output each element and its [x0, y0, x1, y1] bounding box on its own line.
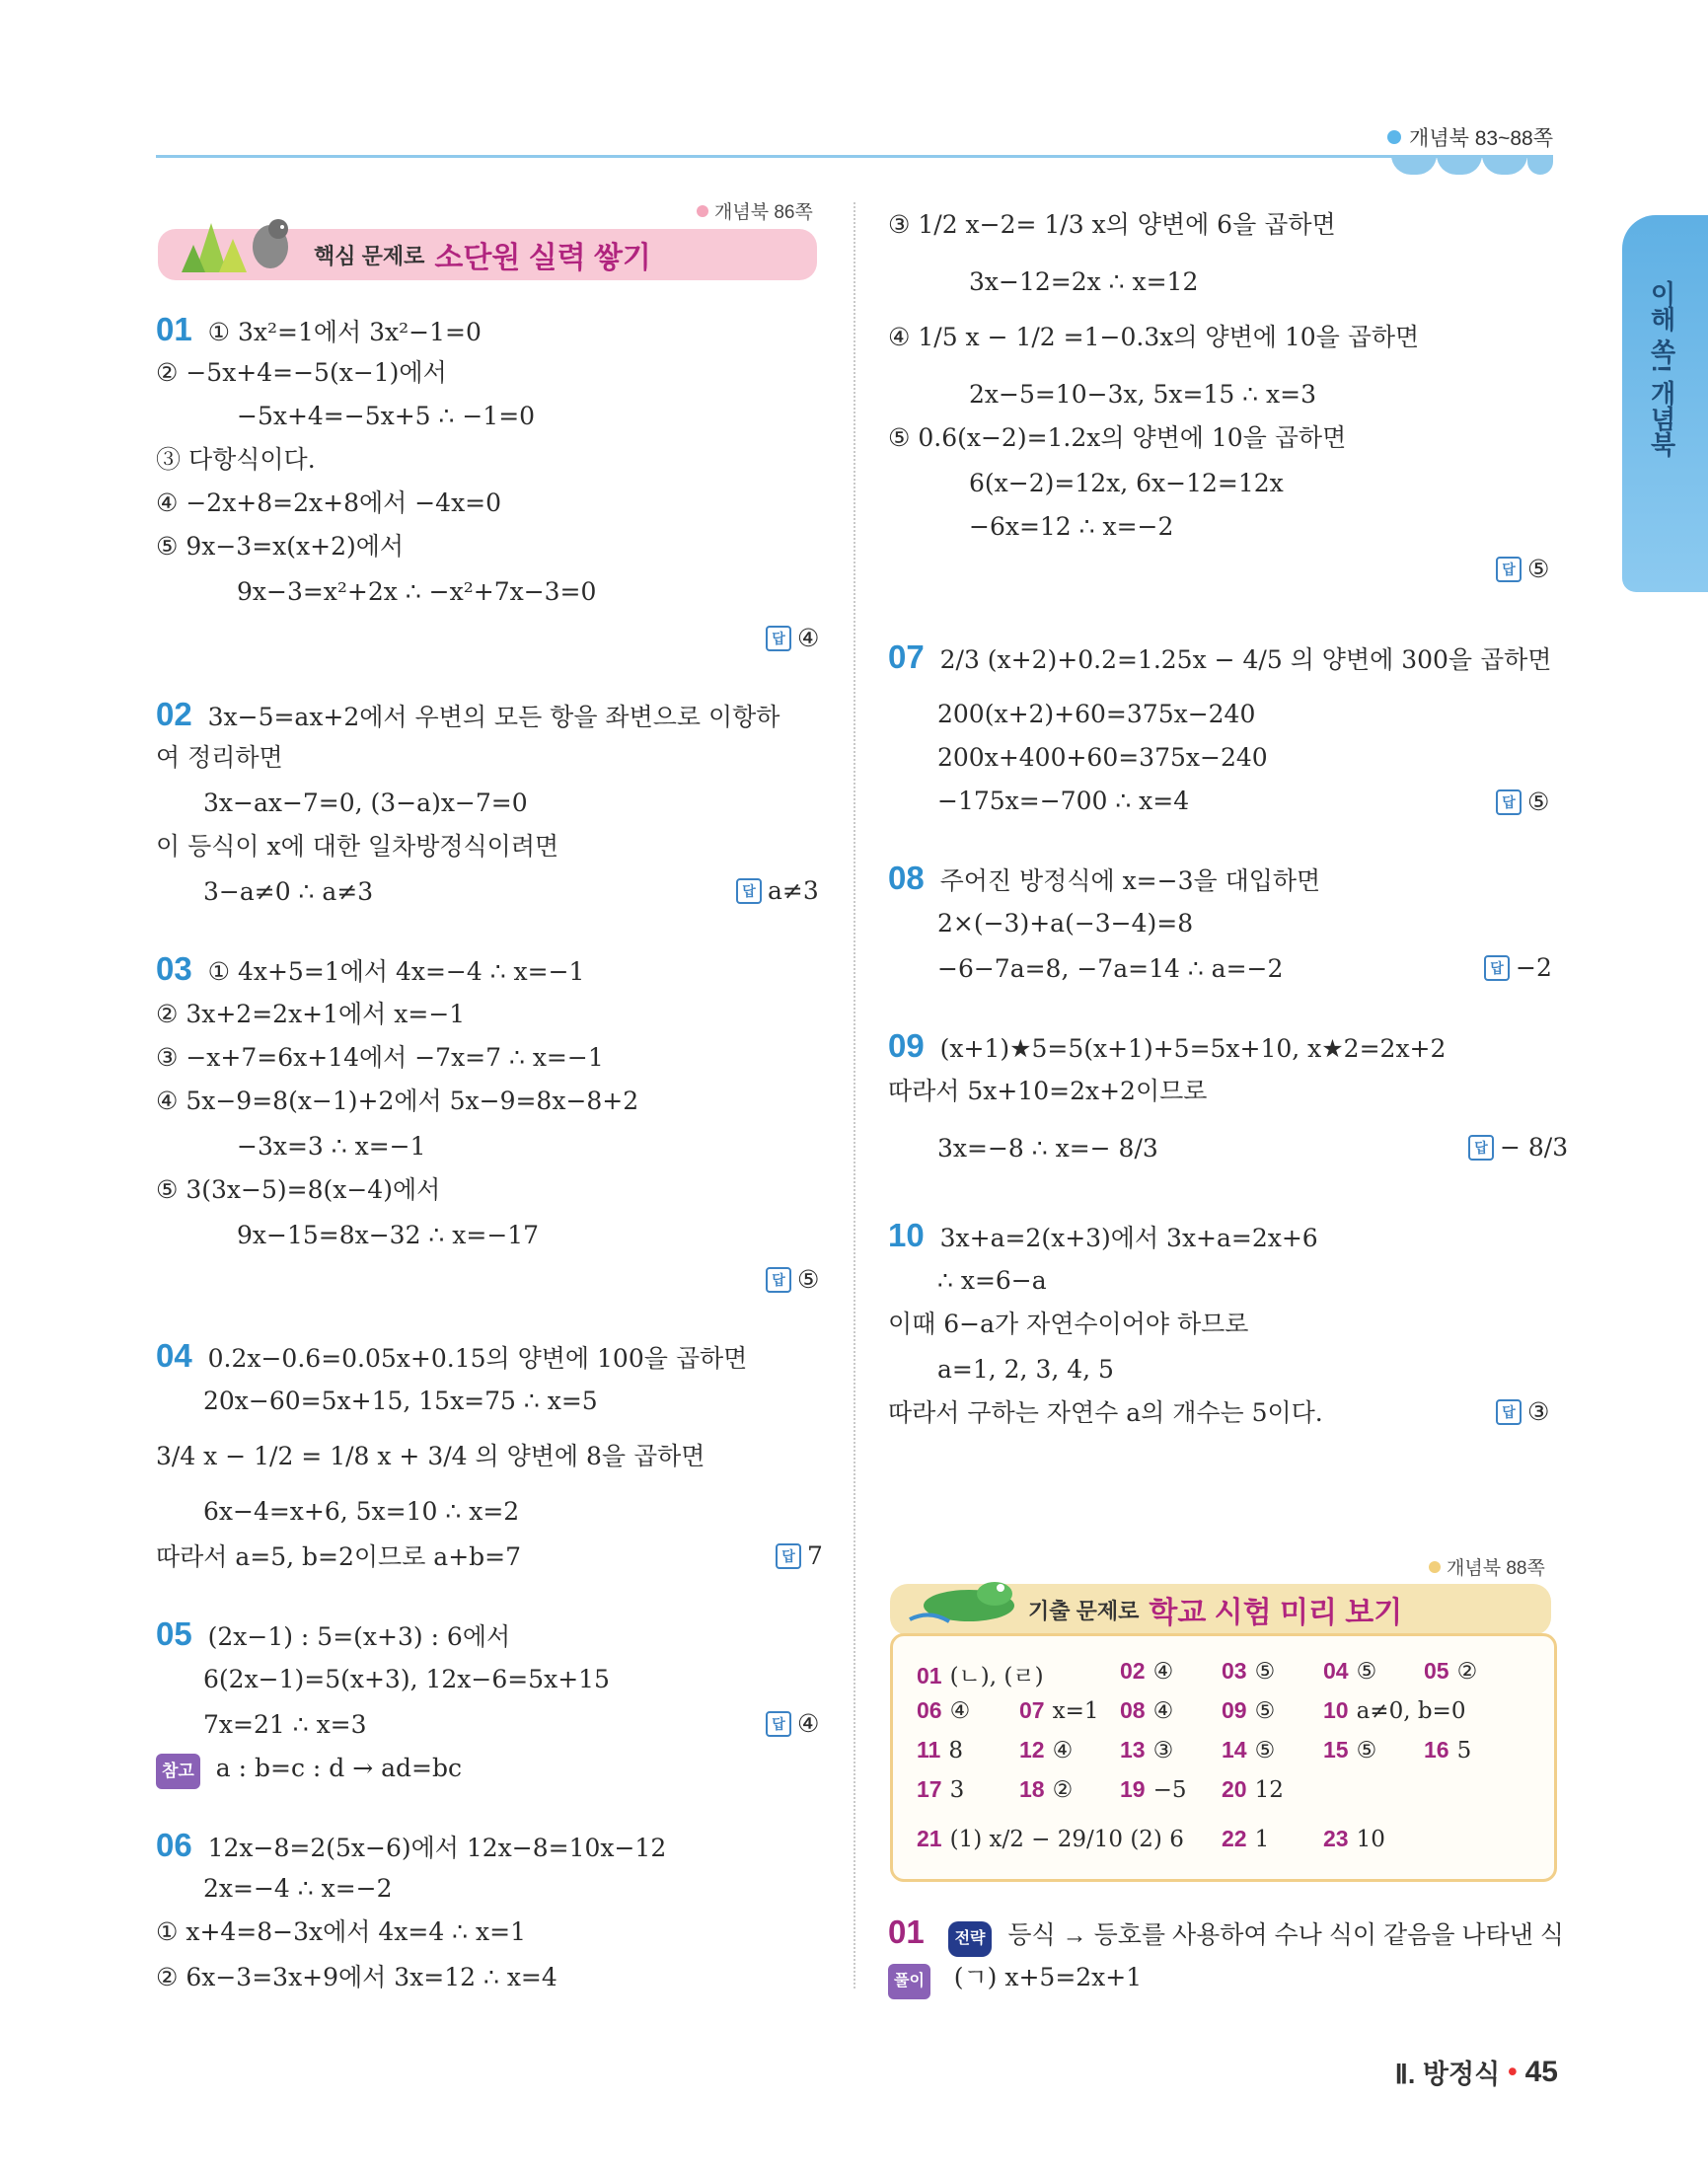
grid-answer: ② [1456, 1659, 1478, 1685]
concept-book-reference [1387, 122, 1553, 152]
grid-answer: ④ [1152, 1698, 1174, 1724]
grid-answer: ④ [1152, 1659, 1174, 1685]
problem-number: 06 [156, 1827, 192, 1863]
section1-ref-text: 개념북 86쪽 [714, 202, 813, 223]
grid-answer: 5 [1456, 1738, 1472, 1763]
answer-icon: 답 [766, 1267, 791, 1293]
problem-line [156, 1615, 511, 1653]
line-text: ④ 5x−9=8(x−1)+2에서 5x−9=8x−8+2 [156, 1087, 639, 1115]
answer-value: 7 [807, 1541, 823, 1570]
answer-icon: 답 [1496, 1399, 1522, 1425]
line-text: ③ 다항식이다. [156, 445, 316, 474]
grid-item [1222, 1658, 1275, 1685]
line-text: ② 6x−3=3x+9에서 3x=12 ∴ x=4 [156, 1963, 557, 1991]
answer-value: a≠3 [768, 876, 819, 905]
answer [766, 1709, 819, 1738]
line-text: 2×(−3)+a(−3−4)=8 [937, 909, 1194, 938]
line-text: ② 3x+2=2x+1에서 x=−1 [156, 1000, 466, 1028]
grid-number: 11 [917, 1737, 941, 1763]
problem-number: 09 [888, 1027, 925, 1064]
line-text: 3x=−8 ∴ x=− 8/3 [937, 1134, 1158, 1163]
grid-item [1120, 1658, 1173, 1685]
problem-line [888, 1913, 1564, 1957]
grid-item [1019, 1737, 1073, 1763]
line-text: ⑤ 3(3x−5)=8(x−4)에서 [156, 1175, 441, 1204]
line-text: −3x=3 ∴ x=−1 [237, 1132, 426, 1161]
problem-line [888, 860, 1321, 897]
grid-number: 01 [917, 1663, 942, 1688]
grid-number: 20 [1222, 1776, 1247, 1802]
grid-number: 18 [1019, 1776, 1045, 1802]
line-text: 3x−12=2x ∴ x=12 [969, 267, 1199, 296]
grid-answer: −5 [1152, 1777, 1187, 1803]
problem-line [156, 311, 482, 348]
strategy-text: 등식 → 등호를 사용하여 수나 식이 같음을 나타낸 식 [1007, 1921, 1564, 1949]
line-text: −6−7a=8, −7a=14 ∴ a=−2 [937, 954, 1284, 983]
line-text: 이때 6−a가 자연수이어야 하므로 [888, 1310, 1249, 1338]
chapter-title: Ⅱ. 방정식 [1394, 2060, 1501, 2089]
grid-item [1424, 1658, 1477, 1685]
line-text: −5x+4=−5x+5 ∴ −1=0 [237, 402, 536, 430]
bullet-dot-icon [697, 205, 708, 217]
bullet-dot-icon [1387, 130, 1401, 144]
grid-answer: (1) x/2 − 29/10 (2) 6 [949, 1827, 1184, 1852]
grid-item [917, 1658, 1044, 1690]
bullet-dot-icon [1429, 1561, 1441, 1573]
grid-number: 04 [1323, 1658, 1349, 1684]
grid-item [1323, 1826, 1385, 1852]
answer [766, 1265, 819, 1294]
line-text: −6x=12 ∴ x=−2 [969, 512, 1174, 541]
section1-banner-title: 소단원 실력 쌓기 [434, 242, 651, 274]
line-text: 주어진 방정식에 x=−3을 대입하면 [939, 866, 1321, 895]
problem-line [156, 696, 780, 733]
grid-number: 15 [1323, 1737, 1349, 1763]
line-text: ④ −2x+8=2x+8에서 −4x=0 [156, 488, 502, 517]
line-text: ⑤ 0.6(x−2)=1.2x의 양변에 10을 곱하면 [888, 423, 1347, 452]
header-scallop [1482, 155, 1527, 175]
line-text: ∴ x=6−a [937, 1266, 1047, 1295]
grid-item [1222, 1826, 1269, 1852]
grid-number: 03 [1222, 1658, 1247, 1684]
grid-number: 10 [1323, 1697, 1349, 1723]
grid-number: 13 [1120, 1737, 1146, 1763]
grid-number: 02 [1120, 1658, 1146, 1684]
solution-line [888, 1962, 1142, 1999]
grid-item [1120, 1697, 1173, 1724]
grid-item [1120, 1776, 1187, 1803]
line-text: 따라서 5x+10=2x+2이므로 [888, 1077, 1208, 1105]
section1-banner [158, 229, 817, 280]
grid-item [1019, 1776, 1073, 1803]
answer-value: ④ [797, 1709, 820, 1738]
line-text: 따라서 구하는 자연수 a의 개수는 5이다. [888, 1398, 1323, 1427]
problem-number: 01 [888, 1913, 925, 1950]
grid-item [1222, 1737, 1275, 1763]
column-divider [854, 202, 855, 1988]
grid-number: 05 [1424, 1658, 1449, 1684]
grid-answer: 3 [949, 1777, 965, 1803]
answer-icon: 답 [1484, 955, 1510, 981]
line-text: ④ 1/5 x − 1/2 =1−0.3x의 양변에 10을 곱하면 [888, 323, 1420, 351]
line-text: 따라서 a=5, b=2이므로 a+b=7 [156, 1542, 522, 1571]
solution-badge: 풀이 [888, 1964, 930, 1999]
grid-number: 21 [917, 1826, 942, 1851]
grid-answer: ② [1052, 1777, 1074, 1803]
problem-number: 02 [156, 696, 192, 732]
section1-banner-small: 핵심 문제로 [314, 243, 425, 268]
problem-line [888, 638, 1552, 676]
answer-grid [890, 1633, 1557, 1882]
answer [1468, 1133, 1568, 1162]
problem-line [156, 1337, 748, 1375]
answer [1496, 788, 1549, 816]
line-text: a=1, 2, 3, 4, 5 [937, 1355, 1114, 1384]
answer [1496, 555, 1549, 583]
problem-number: 01 [156, 311, 192, 347]
grid-number: 07 [1019, 1697, 1045, 1723]
grid-number: 17 [917, 1776, 942, 1802]
line-text: 여 정리하면 [156, 743, 283, 772]
grid-answer: 10 [1356, 1827, 1385, 1852]
line-text: 0.2x−0.6=0.05x+0.15의 양변에 100을 곱하면 [207, 1344, 748, 1373]
grid-answer: ⑤ [1356, 1738, 1377, 1763]
grid-item [1323, 1737, 1376, 1763]
trees-bird-icon [176, 205, 314, 274]
line-text: (x+1)★5=5(x+1)+5=5x+10, x★2=2x+2 [939, 1034, 1447, 1063]
problem-number: 03 [156, 950, 192, 987]
grid-number: 23 [1323, 1826, 1349, 1851]
footer-separator: • [1508, 2057, 1518, 2086]
grid-item [917, 1776, 964, 1803]
line-text: ① x+4=8−3x에서 4x=4 ∴ x=1 [156, 1917, 526, 1946]
grid-number: 06 [917, 1697, 942, 1723]
grid-answer: ④ [949, 1698, 971, 1724]
line-text: ③ 1/2 x−2= 1/3 x의 양변에 6을 곱하면 [888, 210, 1336, 239]
grid-answer: 12 [1254, 1777, 1284, 1803]
line-text: ③ −x+7=6x+14에서 −7x=7 ∴ x=−1 [156, 1043, 604, 1072]
grid-answer: ⑤ [1356, 1659, 1377, 1685]
section1-ref [697, 197, 813, 224]
grid-answer: 8 [948, 1738, 963, 1763]
line-text: 3/4 x − 1/2 = 1/8 x + 3/4 의 양변에 8을 곱하면 [156, 1442, 705, 1470]
line-text: ⑤ 9x−3=x(x+2)에서 [156, 532, 405, 561]
answer-icon: 답 [766, 626, 791, 651]
problem-line [156, 950, 585, 988]
answer-value: ⑤ [797, 1265, 820, 1294]
line-text: 6(2x−1)=5(x+3), 12x−6=5x+15 [203, 1665, 610, 1693]
answer-icon: 답 [766, 1711, 791, 1737]
problem-number: 10 [888, 1217, 925, 1253]
answer [776, 1541, 823, 1570]
answer-icon: 답 [1496, 789, 1522, 815]
section2-ref-text: 개념북 88쪽 [1447, 1558, 1545, 1579]
section2-banner [890, 1584, 1551, 1635]
problem-number: 08 [888, 860, 925, 896]
line-text: 2x−5=10−3x, 5x=15 ∴ x=3 [969, 380, 1316, 409]
line-text: 2x=−4 ∴ x=−2 [203, 1874, 393, 1903]
problem-line [888, 1217, 1318, 1254]
grid-answer: a≠0, b=0 [1356, 1698, 1466, 1724]
answer [736, 876, 819, 905]
line-text: 7x=21 ∴ x=3 [203, 1710, 367, 1739]
strategy-badge: 전략 [948, 1921, 993, 1957]
grid-item [917, 1826, 1184, 1852]
page-footer [1395, 2053, 1558, 2091]
answer-value: − 8/3 [1500, 1133, 1569, 1162]
line-text: 6(x−2)=12x, 6x−12=12x [969, 469, 1284, 497]
grid-number: 16 [1424, 1737, 1449, 1763]
grid-answer: ⑤ [1254, 1659, 1276, 1685]
line-text: 20x−60=5x+15, 15x=75 ∴ x=5 [203, 1387, 598, 1415]
grid-answer: ⑤ [1254, 1698, 1276, 1724]
header-divider [156, 155, 1553, 158]
grid-item [1323, 1697, 1465, 1724]
grid-number: 08 [1120, 1697, 1146, 1723]
grid-item [1120, 1737, 1173, 1763]
line-text: a : b=c : d → ad=bc [215, 1754, 462, 1782]
concept-ref-text: 개념북 83~88쪽 [1409, 127, 1553, 150]
grid-answer: 1 [1254, 1827, 1270, 1852]
grid-number: 19 [1120, 1776, 1146, 1802]
grid-item [1019, 1697, 1098, 1724]
section2-banner-title: 학교 시험 미리 보기 [1149, 1597, 1403, 1629]
problem-number: 04 [156, 1337, 192, 1374]
header-scallop [1437, 155, 1482, 175]
grid-item [1222, 1697, 1275, 1724]
section2-ref [1429, 1553, 1545, 1580]
answer-value: ⑤ [1527, 788, 1550, 816]
problem-line [156, 1827, 667, 1864]
answer-icon: 답 [1496, 557, 1522, 582]
grid-item [917, 1697, 970, 1724]
line-text: ② −5x+4=−5(x−1)에서 [156, 358, 447, 387]
answer-icon: 답 [776, 1543, 801, 1569]
grid-answer: ③ [1152, 1738, 1174, 1763]
line-text: 2/3 (x+2)+0.2=1.25x − 4/5 의 양변에 300을 곱하면 [939, 645, 1552, 674]
problem-number: 07 [888, 638, 925, 675]
line-text: 200(x+2)+60=375x−240 [937, 700, 1256, 728]
grid-item [917, 1737, 963, 1763]
line-text: ① 4x+5=1에서 4x=−4 ∴ x=−1 [207, 957, 585, 986]
header-scallop [1527, 155, 1553, 175]
answer-value: ⑤ [1527, 555, 1550, 583]
line-text: −175x=−700 ∴ x=4 [937, 787, 1190, 815]
grid-item [1222, 1776, 1284, 1803]
line-text: 6x−4=x+6, 5x=10 ∴ x=2 [203, 1497, 520, 1526]
grid-item [1424, 1737, 1471, 1763]
grid-answer: x=1 [1052, 1698, 1099, 1724]
grid-answer: (ㄴ), (ㄹ) [949, 1664, 1044, 1689]
answer-value: ③ [1527, 1397, 1550, 1426]
line-text: 9x−15=8x−32 ∴ x=−17 [237, 1221, 540, 1249]
side-tab-label: 이해 쏙! 개념북 [1647, 280, 1676, 458]
line-text: 이 등식이 x에 대한 일차방정식이려면 [156, 832, 559, 861]
line-text: 12x−8=2(5x−6)에서 12x−8=10x−12 [207, 1834, 667, 1862]
grid-answer: ⑤ [1254, 1738, 1276, 1763]
grid-number: 09 [1222, 1697, 1247, 1723]
note-line [156, 1753, 462, 1789]
line-text: ① 3x²=1에서 3x²−1=0 [207, 318, 482, 346]
answer [1484, 953, 1552, 982]
line-text: 3x−5=ax+2에서 우변의 모든 항을 좌변으로 이항하 [207, 703, 780, 731]
answer-icon: 답 [1468, 1135, 1494, 1161]
page-number: 45 [1524, 2055, 1558, 2088]
grid-item [1323, 1658, 1376, 1685]
answer-icon: 답 [736, 878, 762, 904]
line-text: 9x−3=x²+2x ∴ −x²+7x−3=0 [237, 577, 597, 606]
line-text: 3x+a=2(x+3)에서 3x+a=2x+6 [939, 1224, 1318, 1252]
answer-value: ④ [797, 624, 820, 652]
problem-line [888, 1027, 1447, 1065]
line-text: (2x−1) : 5=(x+3) : 6에서 [207, 1622, 511, 1651]
line-text: 3x−ax−7=0, (3−a)x−7=0 [203, 788, 528, 817]
line-text: 200x+400+60=375x−240 [937, 743, 1268, 772]
grid-answer: ④ [1052, 1738, 1074, 1763]
answer [766, 624, 819, 652]
crocodile-icon [900, 1570, 1028, 1629]
grid-number: 22 [1222, 1826, 1247, 1851]
header-scallop [1391, 155, 1437, 175]
grid-number: 14 [1222, 1737, 1247, 1763]
answer [1496, 1397, 1549, 1426]
solution-text: (ㄱ) x+5=2x+1 [953, 1963, 1143, 1991]
note-badge: 참고 [156, 1754, 200, 1789]
line-text: 3−a≠0 ∴ a≠3 [203, 877, 374, 906]
problem-number: 05 [156, 1615, 192, 1652]
answer-value: −2 [1516, 953, 1552, 982]
section2-banner-small: 기출 문제로 [1028, 1598, 1140, 1623]
grid-number: 12 [1019, 1737, 1045, 1763]
